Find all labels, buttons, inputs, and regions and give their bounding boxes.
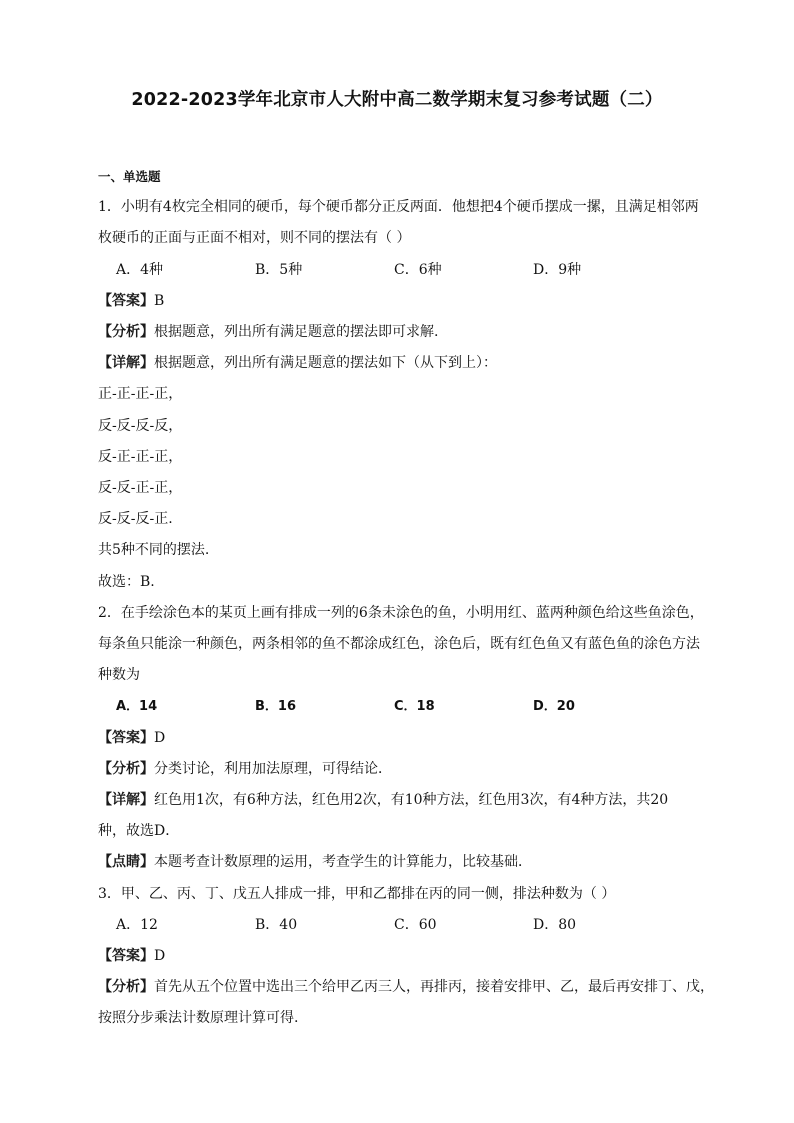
section-heading: 一、单选题 — [98, 169, 161, 184]
q2-detail-text: 红色用1次，有6种方法，红色用2次，有10种方法，红色用3次，有4种方法，共20 — [154, 792, 669, 809]
q2-options — [98, 691, 708, 722]
q1-list-item: 反-反-反-正. — [98, 511, 173, 528]
q1-options — [98, 255, 708, 286]
analysis-tag: 【分析】 — [98, 324, 154, 341]
document-content — [98, 161, 714, 1035]
q3-options — [98, 910, 708, 941]
q1-list-item: 反-反-反-反， — [98, 417, 183, 434]
q1-answer-value: B — [154, 292, 165, 309]
q2-answer-value: D — [154, 729, 166, 746]
analysis-tag: 【分析】 — [98, 979, 154, 996]
q3-analysis-text: 首先从五个位置中选出三个给甲乙丙三人，再排丙，接着安排甲、乙，最后再安排丁、戊， — [154, 979, 714, 996]
q3-option-a: A．12 — [116, 916, 158, 933]
q2-comment-text: 本题考查计数原理的运用，考查学生的计算能力，比较基础． — [154, 854, 532, 871]
q1-option-a: A．4种 — [116, 261, 164, 278]
answer-tag: 【答案】 — [98, 729, 154, 746]
q2-option-b: B．16 — [255, 699, 296, 715]
q2-detail-line2: 种，故选D． — [98, 823, 180, 840]
q3-option-b: B．40 — [255, 916, 298, 933]
q2-detail — [98, 785, 708, 816]
q1-list-item: 正-正-正-正， — [98, 386, 183, 403]
answer-tag: 【答案】 — [98, 948, 154, 965]
q1-list-item: 反-正-正-正， — [98, 448, 183, 465]
q3-stem: 3．甲、乙、丙、丁、戊五人排成一排，甲和乙都排在丙的同一侧，排法种数为（ ） — [98, 885, 616, 902]
answer-tag: 【答案】 — [98, 292, 154, 309]
q1-stem-line2: 枚硬币的正面与正面不相对，则不同的摆法有（ ） — [98, 230, 411, 247]
comment-tag: 【点睛】 — [98, 854, 154, 871]
q1-stem-line1: 1．小明有4枚完全相同的硬币，每个硬币都分正反两面．他想把4个硬币摆成一摞，且满足相邻两 — [98, 199, 699, 216]
q1-option-d: D．9种 — [533, 261, 582, 278]
q2-option-c: C．18 — [394, 699, 435, 715]
detail-tag: 【详解】 — [98, 792, 154, 809]
q3-analysis — [98, 972, 714, 1003]
q2-analysis-text: 分类讨论，利用加法原理，可得结论． — [154, 760, 392, 777]
q1-analysis-text: 根据题意，列出所有满足题意的摆法即可求解. — [154, 324, 439, 341]
q1-list-item: 反-反-正-正， — [98, 480, 183, 497]
q1-answer — [98, 286, 708, 317]
q3-answer-value: D — [154, 948, 166, 965]
q3-option-d: D．80 — [533, 916, 577, 933]
q1-option-c: C．6种 — [394, 261, 442, 278]
q2-answer — [98, 723, 708, 754]
q3-option-c: C．60 — [394, 916, 437, 933]
q2-stem-line1: 2．在手绘涂色本的某页上画有排成一列的6条未涂色的鱼，小明用红、蓝两种颜色给这些鱼涂色， — [98, 604, 704, 621]
analysis-tag: 【分析】 — [98, 760, 154, 777]
document-title: 2022-2023学年北京市人大附中高二数学期末复习参考试题（二） — [131, 90, 663, 110]
q1-analysis — [98, 317, 708, 348]
q3-analysis-line2: 按照分步乘法计数原理计算可得. — [98, 1010, 299, 1027]
q2-option-d: D．20 — [533, 699, 575, 715]
q2-option-a: A．14 — [116, 699, 158, 715]
q1-detail-text: 根据题意，列出所有满足题意的摆法如下（从下到上）： — [154, 355, 497, 372]
q2-analysis — [98, 754, 708, 785]
q3-answer — [98, 941, 708, 972]
q2-stem-line2: 每条鱼只能涂一种颜色，两条相邻的鱼不都涂成红色，涂色后，既有红色鱼又有蓝色鱼的涂色方法 — [98, 636, 700, 653]
q2-stem-line3: 种数为 — [98, 667, 140, 684]
q2-comment — [98, 847, 708, 878]
q1-total: 共5种不同的摆法. — [98, 542, 210, 559]
q1-choose: 故选：B. — [98, 573, 155, 590]
detail-tag: 【详解】 — [98, 355, 154, 372]
q1-option-b: B．5种 — [255, 261, 303, 278]
q1-detail — [98, 348, 708, 379]
